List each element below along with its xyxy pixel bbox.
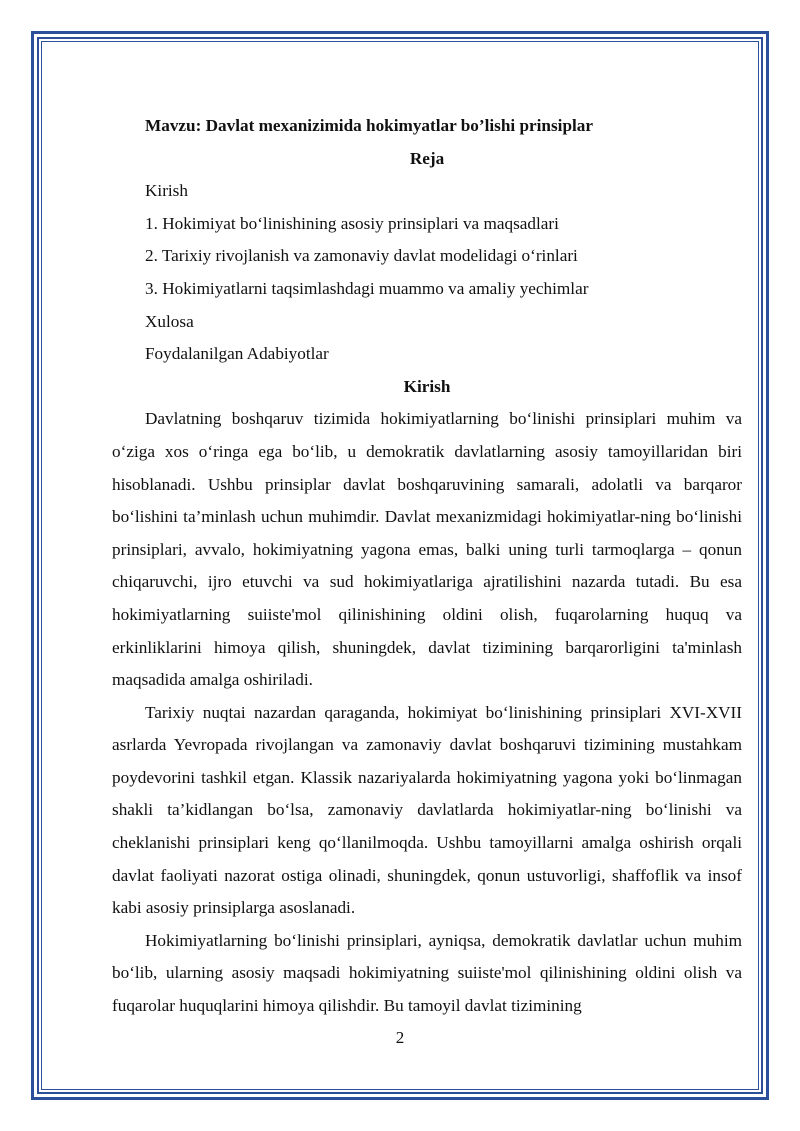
body-paragraph: Davlatning boshqaruv tizimida hokimiyatlarning bo‘linishi prinsiplari muhim va o‘ziga xos o‘ringa ega bo‘lib, u demokratik davlatlarning asosiy tamoyillaridan biri hisoblanadi. Ushbu prinsiplar davlat boshqaruvining samarali, adolatli va barqaror bo‘lishini ta’minlash uchun muhimdir. Davlat mexanizmidagi hokimiyatlar-ning bo‘linishi prinsiplari, avvalo, hokimiyatning yagona emas, balki uning turli tarmoqlarga – qonun chiqaruvchi, ijro etuvchi va sud hokimiyatlariga ajratilishini nazarda tutadi. Bu esa hokimiyatlarning suiiste'mol qilinishining oldini olish, fuqarolarning huquq va erkinliklarini himoya qilish, shuningdek, davlat tizimining barqarorligini ta'minlash maqsadida amalga oshiriladi. bbox=[112, 409, 742, 690]
document-body bbox=[112, 110, 742, 1023]
plan-item: Foydalanilgan Adabiyotlar bbox=[145, 344, 329, 364]
plan-item: Kirish bbox=[145, 181, 188, 201]
plan-item: 2. Tarixiy rivojlanish va zamonaviy davlat modelidagi o‘rinlari bbox=[145, 246, 578, 266]
plan-item: 3. Hokimiyatlarni taqsimlashdagi muammo va amaliy yechimlar bbox=[145, 278, 589, 298]
document-title: Mavzu: Davlat mexanizimida hokimyatlar bo’lishi prinsiplar bbox=[145, 116, 594, 135]
body-paragraph: Tarixiy nuqtai nazardan qaraganda, hokimiyat bo‘linishining prinsiplari XVI-XVII asrlarda Yevropada rivojlangan va zamonaviy davlat boshqaruvi tizimining mustahkam poydevorini tashkil etgan. Klassik nazariyalarda hokimiyatning yagona yoki bo‘linmagan shakli ta’kidlangan bo‘lsa, zamonaviy davlatlarda hokimiyatlar-ning bo‘linishi va cheklanishi prinsiplari keng qo‘llanilmoqda. Ushbu tamoyillarni amalga oshirish orqali davlat faoliyati nazorat ostiga olinadi, shuningdek, qonun ustuvorligi, shaffoflik va insof kabi asosiy prinsiplarga asoslanadi. bbox=[112, 702, 742, 918]
plan-heading: Reja bbox=[409, 148, 445, 168]
plan-item: 1. Hokimiyat bo‘linishining asosiy prinsiplari va maqsadlari bbox=[145, 213, 559, 233]
page-number: 2 bbox=[395, 1028, 405, 1047]
section-heading: Kirish bbox=[403, 376, 451, 396]
plan-item: Xulosa bbox=[145, 311, 194, 331]
body-paragraph: Hokimiyatlarning bo‘linishi prinsiplari, ayniqsa, demokratik davlatlar uchun muhim bo‘lib, ularning asosiy maqsadi hokimiyatning suiiste'mol qilinishining oldini olish va fuqarolar huquqlarini himoya qilishdir. Bu tamoyil davlat tizimining bbox=[112, 930, 742, 1016]
